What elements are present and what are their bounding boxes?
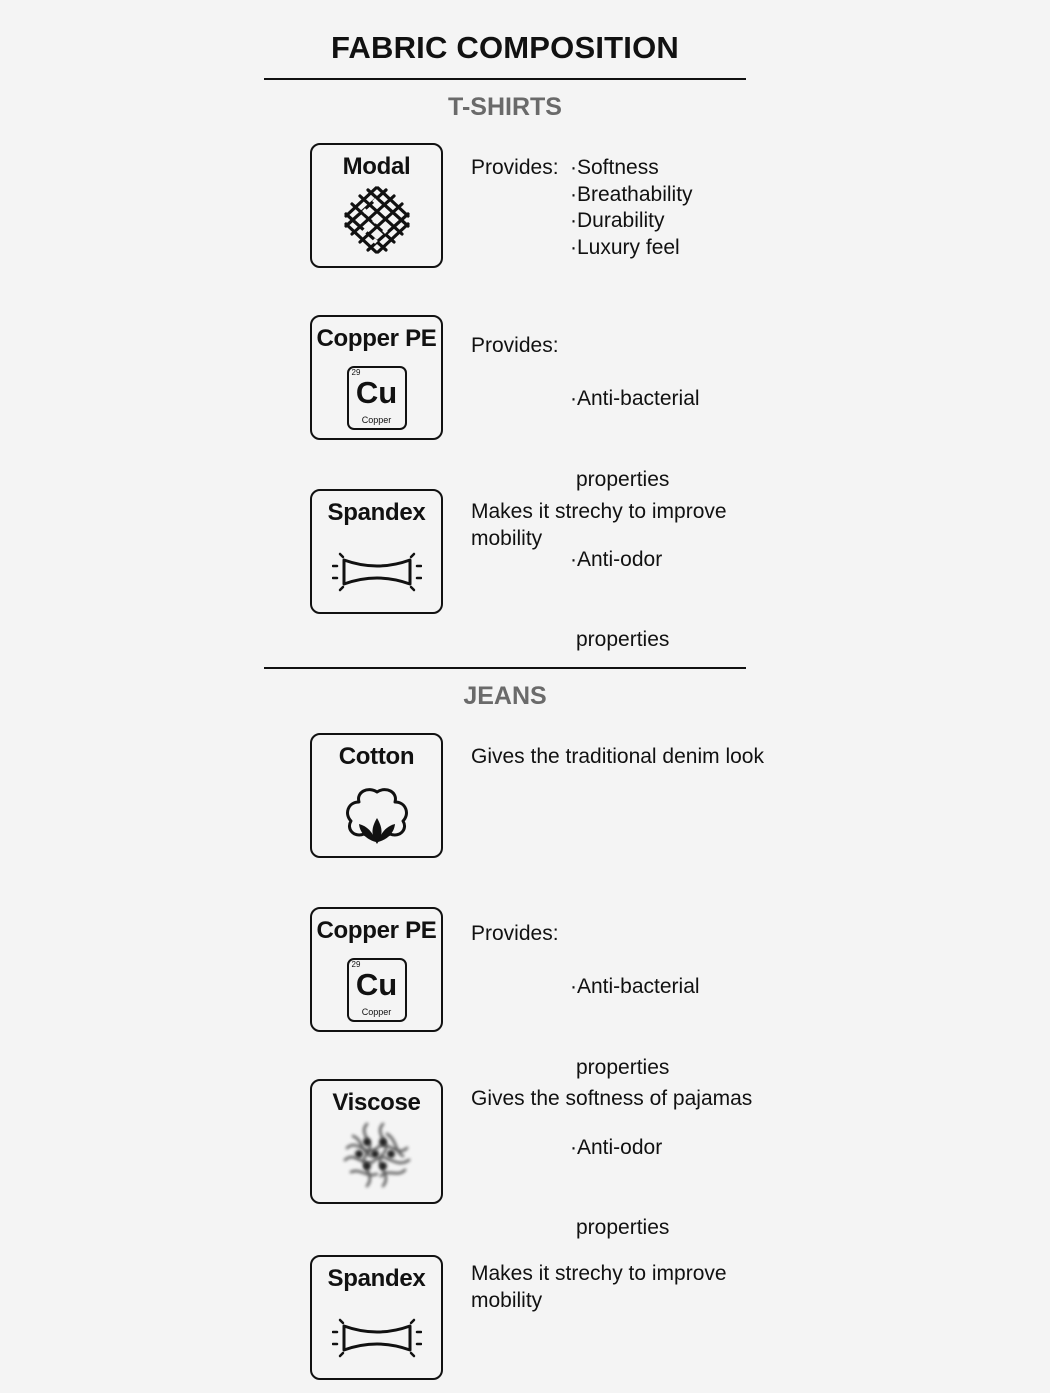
fabric-description: Makes it strechy to improve mobility: [471, 500, 727, 550]
stretch-icon: [332, 1316, 422, 1360]
benefit-list-modal: [570, 155, 693, 262]
element-name: Copper: [361, 1007, 392, 1017]
element-number: 29: [351, 960, 361, 969]
benefit-item: properties: [576, 1215, 670, 1239]
benefit-item: ·Luxury feel: [570, 236, 680, 260]
provides-label: Provides:: [471, 922, 559, 945]
fabric-card-spandex: [310, 1255, 443, 1380]
benefit-item: properties: [576, 467, 670, 491]
copper-element-icon: [347, 366, 407, 430]
fabric-label: Copper PE: [316, 325, 437, 352]
stretch-icon: [332, 550, 422, 594]
section-heading-jeans: JEANS: [463, 682, 547, 710]
section-divider: [264, 667, 746, 669]
benefit-item: ·Anti-odor: [570, 547, 663, 571]
benefit-item: ·Durability: [570, 209, 665, 233]
element-name: Copper: [361, 415, 392, 425]
fabric-label: Copper PE: [316, 917, 437, 944]
fabric-card-spandex: [310, 489, 443, 614]
fabric-label: Viscose: [332, 1089, 421, 1116]
title-divider: [264, 78, 746, 80]
page-title: FABRIC COMPOSITION: [330, 30, 680, 65]
fabric-card-viscose: [310, 1079, 443, 1204]
fabric-label: Modal: [342, 153, 411, 180]
element-symbol: Cu: [355, 375, 398, 410]
woven-fabric-icon: [340, 186, 414, 256]
copper-element-icon: [347, 958, 407, 1022]
fabric-label: Spandex: [327, 1265, 426, 1292]
fabric-label: Cotton: [338, 743, 415, 770]
benefit-item: ·Softness: [570, 156, 659, 179]
fabric-description: Gives the traditional denim look: [471, 745, 764, 768]
benefit-item: properties: [576, 1055, 670, 1079]
section-heading-tshirts: T-SHIRTS: [448, 93, 562, 121]
provides-label: Provides:: [471, 156, 559, 179]
element-symbol: Cu: [355, 967, 398, 1002]
fabric-card-modal: [310, 143, 443, 268]
fabric-card-copper-pe: [310, 315, 443, 440]
fabric-card-copper-pe: [310, 907, 443, 1032]
fabric-label: Spandex: [327, 499, 426, 526]
provides-label: Provides:: [471, 334, 559, 357]
fabric-card-cotton: [310, 733, 443, 858]
element-number: 29: [351, 368, 361, 377]
benefit-item: ·Anti-bacterial: [570, 387, 700, 411]
benefit-item: ·Anti-odor: [570, 1135, 663, 1159]
fabric-description: Makes it strechy to improve mobility: [471, 1262, 727, 1312]
viscose-fiber-icon: [337, 1118, 417, 1192]
benefit-item: properties: [576, 627, 670, 651]
benefit-item: ·Anti-bacterial: [570, 975, 700, 999]
fabric-description: Gives the softness of pajamas: [471, 1087, 753, 1110]
cotton-flower-icon: [342, 784, 412, 846]
benefit-item: ·Breathability: [570, 182, 693, 206]
